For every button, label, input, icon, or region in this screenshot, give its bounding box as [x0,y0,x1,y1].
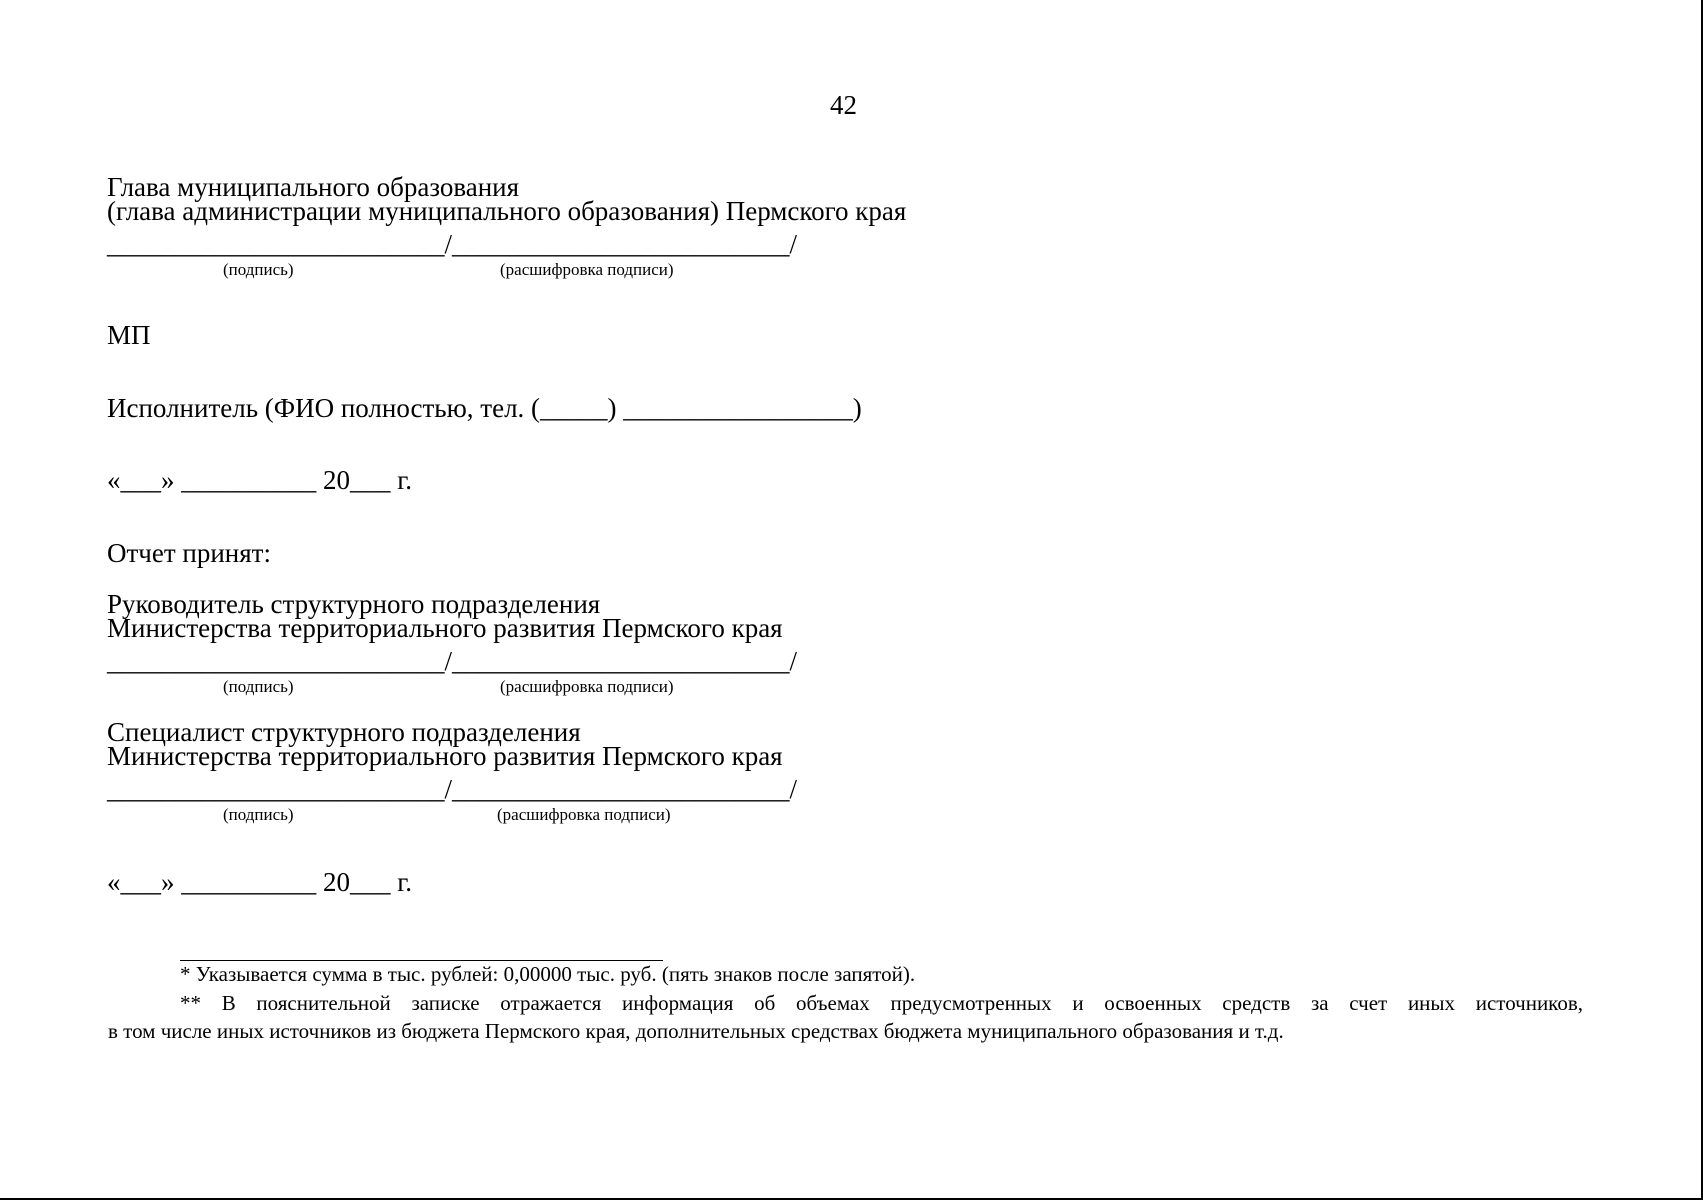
manager-title-line1: Руководитель структурного подразделения [107,589,601,619]
footnote-separator [180,960,663,961]
specialist-title-line1: Специалист структурного подразделения [107,717,581,747]
manager-title-line2: Министерства территориального развития Пермского края [107,613,783,643]
head-signature-label: (подпись) [223,260,294,279]
head-decoding-label: (расшифровка подписи) [500,260,674,279]
specialist-signature-label: (подпись) [223,805,294,824]
specialist-signature-line: _________________________/_________________________/ [107,774,798,804]
manager-signature-line: _________________________/_________________________/ [107,646,798,676]
manager-signature-label: (подпись) [223,677,294,696]
head-signature-line: _________________________/_________________________/ [107,229,798,259]
date-line-1: «___» __________ 20___ г. [107,465,413,495]
report-accepted-label: Отчет принят: [107,538,271,568]
footnote-2-line1: ** В пояснительной записке отражается информация об объемах предусмотренных и освоенных средств за счет иных источников, [180,991,1583,1015]
page-number: 42 [830,90,857,120]
footnote-2-line2: в том числе иных источников из бюджета Пермского края, дополнительных средствах бюджета муниципального образования и т.д. [108,1019,1284,1043]
specialist-decoding-label: (расшифровка подписи) [497,805,671,824]
specialist-title-line2: Министерства территориального развития Пермского края [107,741,783,771]
footnote-1: * Указывается сумма в тыс. рублей: 0,00000 тыс. руб. (пять знаков после запятой). [180,962,916,986]
executor-line: Исполнитель (ФИО полностью, тел. (_____) _________________) [107,393,862,423]
stamp-label: МП [107,320,151,350]
date-line-2: «___» __________ 20___ г. [107,867,413,897]
manager-decoding-label: (расшифровка подписи) [500,677,674,696]
head-title-line1: Глава муниципального образования [107,172,520,202]
head-title-line2: (глава администрации муниципального образования) Пермского края [107,196,907,226]
